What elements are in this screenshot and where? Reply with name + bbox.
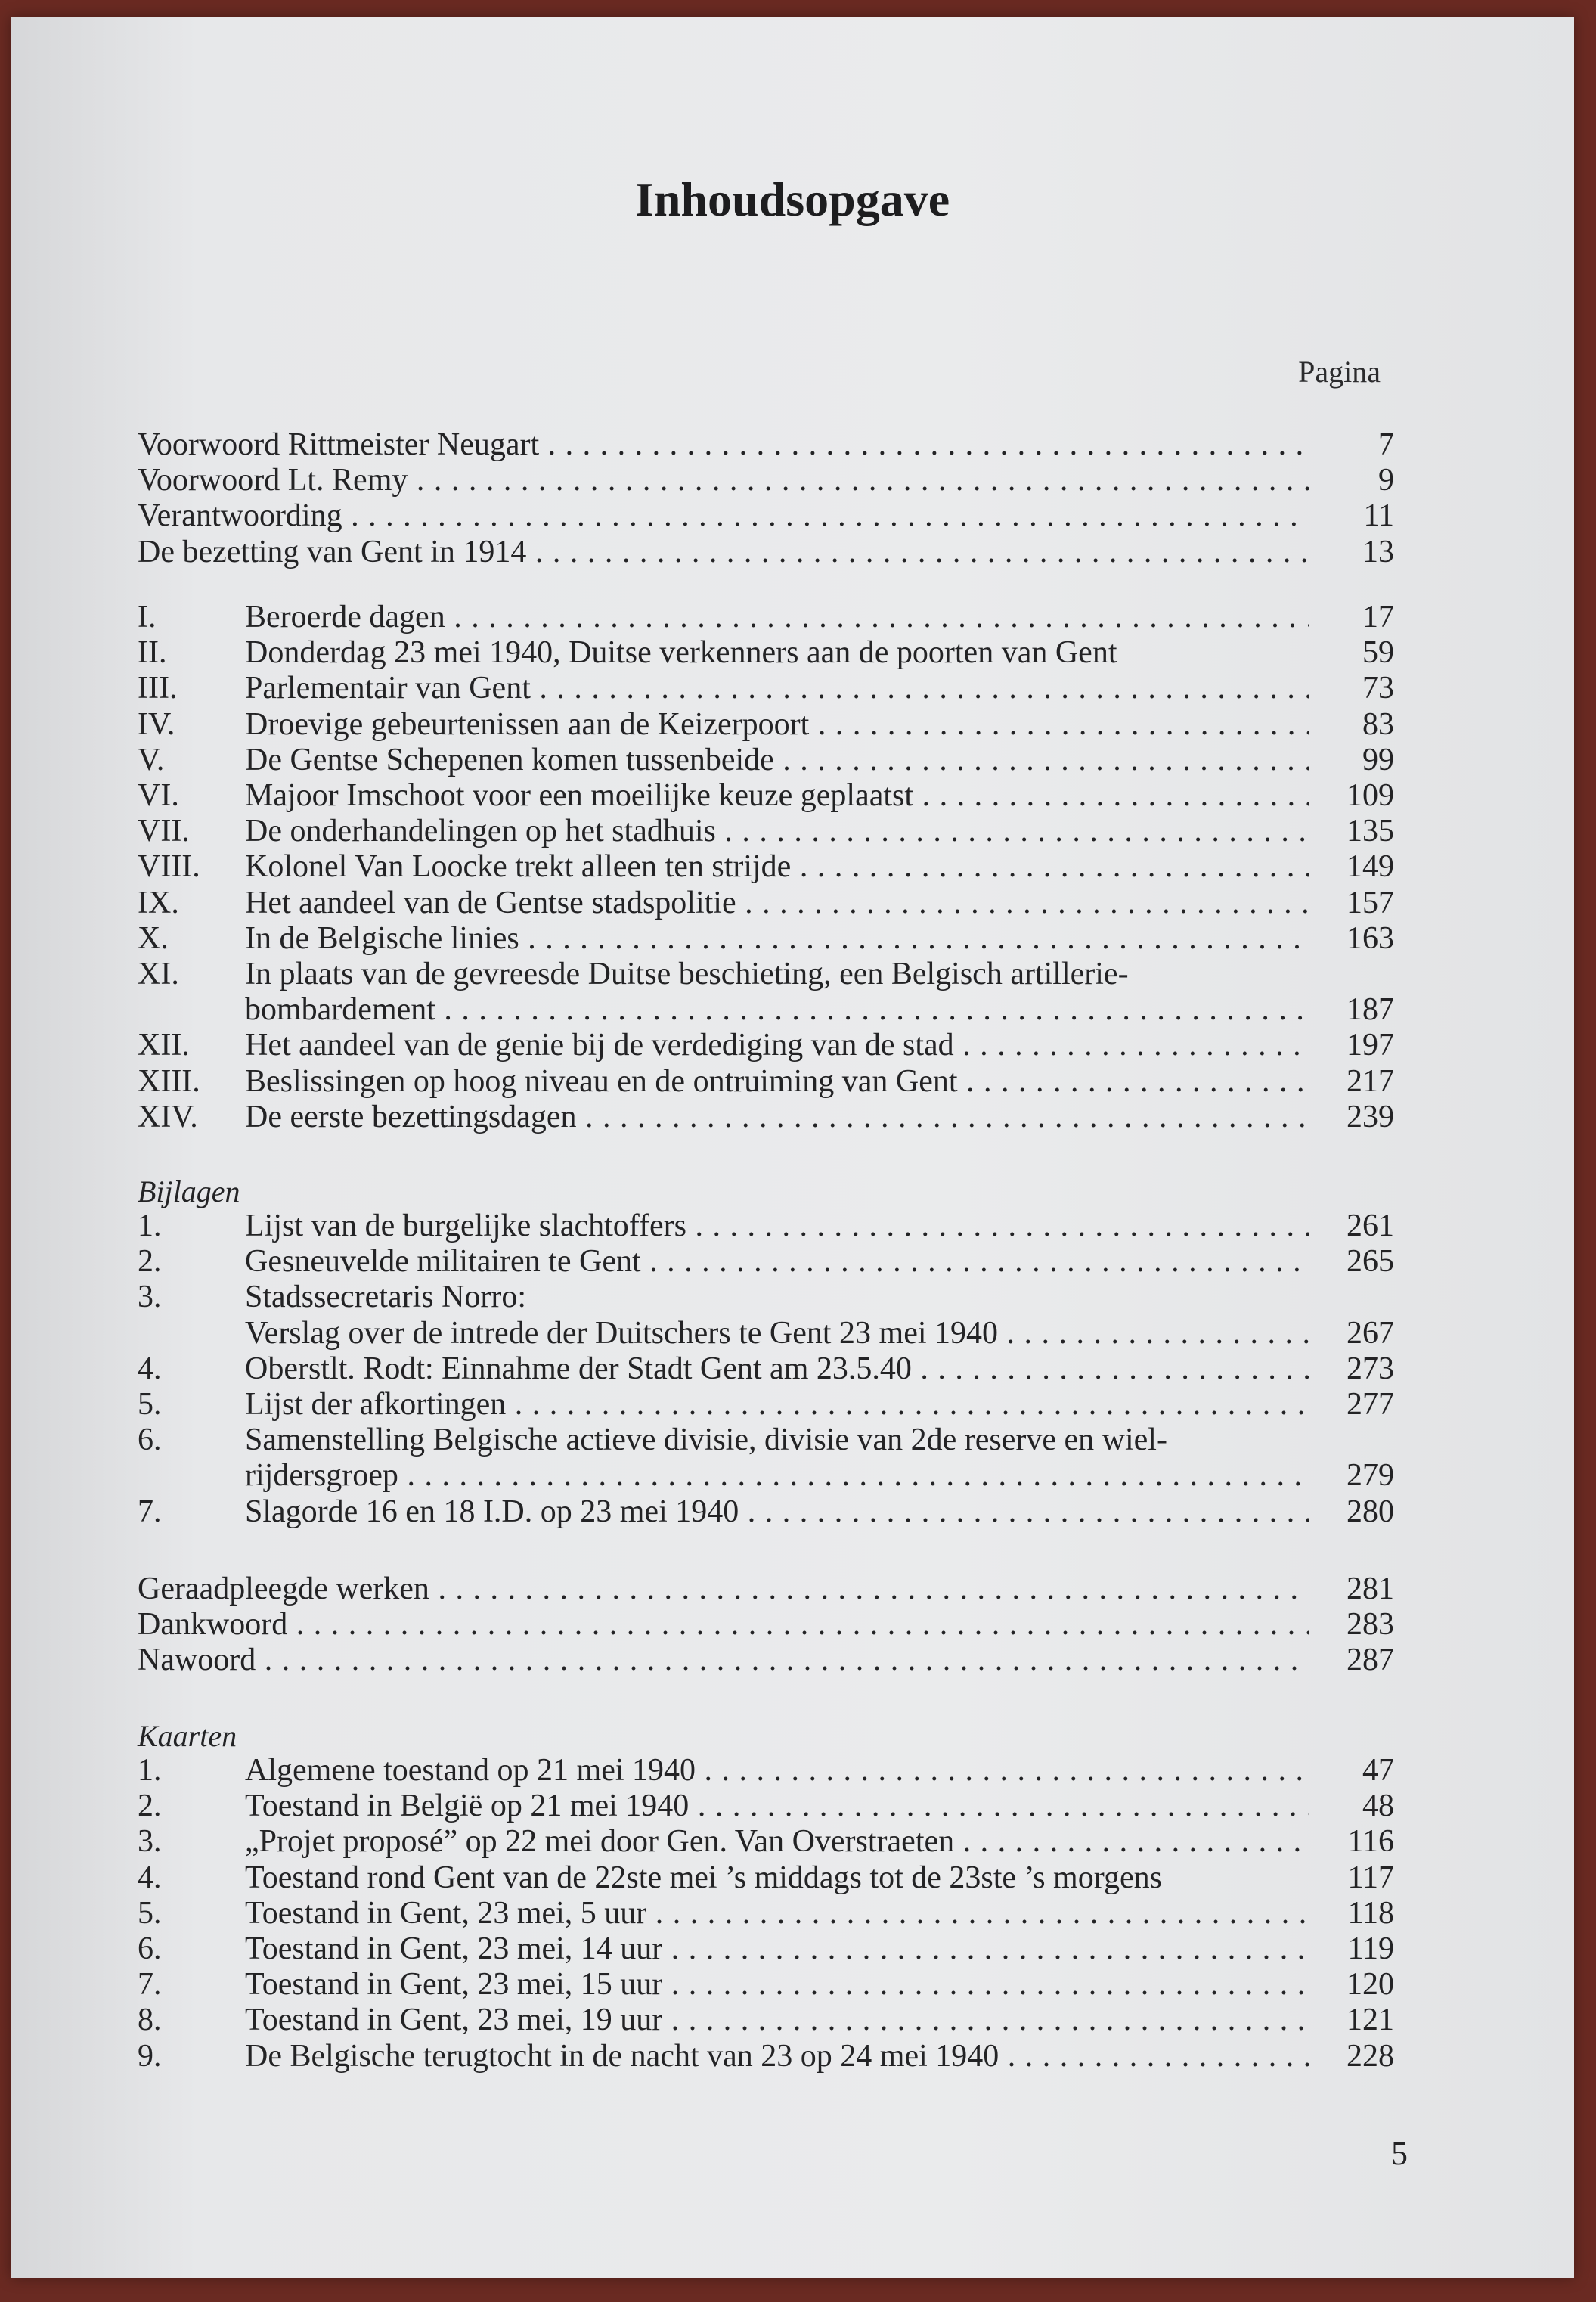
toc-entry xyxy=(11,1099,1574,1135)
toc-entry-number: 5. xyxy=(138,1387,162,1422)
toc-entry xyxy=(11,599,1574,635)
toc-entry-title: Stadssecretaris Norro: xyxy=(245,1280,527,1315)
toc-entry-page: 109 xyxy=(1347,778,1394,813)
toc-entry-number: 2. xyxy=(138,1789,162,1824)
toc-entry-title: Verantwoording . . . xyxy=(138,498,1309,534)
toc-entry-number: IV. xyxy=(138,706,175,742)
toc-entry-page: 267 xyxy=(1347,1315,1394,1351)
toc-entry xyxy=(11,462,1574,498)
toc-entry-title: Droevige gebeurtenissen aan de Keizerpoort . . . xyxy=(245,706,1309,743)
toc-entry-number: X. xyxy=(138,920,169,956)
toc-entry xyxy=(11,1386,1574,1422)
toc-entry xyxy=(11,1315,1574,1351)
toc-entry-number: 6. xyxy=(138,1931,162,1966)
toc-entry-title: Majoor Imschoot voor een moeilijke keuze geplaatst . . . xyxy=(245,777,1309,814)
toc-entry-title: Beroerde dagen . . . xyxy=(245,599,1309,635)
toc-entry-title: Voorwoord Rittmeister Neugart . . . xyxy=(138,427,1309,463)
toc-entry-title: In de Belgische linies . . . xyxy=(245,920,1309,957)
toc-entry-page: 197 xyxy=(1347,1028,1394,1063)
toc-entry-number: 3. xyxy=(138,1280,162,1315)
toc-entry-number: V. xyxy=(138,742,165,777)
toc-entry-number: 2. xyxy=(138,1244,162,1280)
toc-entry-title: Slagorde 16 en 18 I.D. op 23 mei 1940 . . . xyxy=(245,1494,1309,1530)
toc-entry-page: 7 xyxy=(1378,427,1394,462)
toc-entry xyxy=(11,534,1574,570)
toc-entry-page: 265 xyxy=(1347,1244,1394,1280)
toc-section-heading: Kaarten xyxy=(138,1719,237,1753)
toc-entry-page: 273 xyxy=(1347,1351,1394,1386)
toc-entry-number: 8. xyxy=(138,2003,162,2038)
toc-entry-title: Voorwoord Lt. Remy . . . xyxy=(138,462,1309,498)
toc-entry-title: Toestand in Gent, 23 mei, 5 uur . . . xyxy=(245,1895,1309,1931)
toc-entry-title: Verslag over de intrede der Duitschers te Gent 23 mei 1940 . . . xyxy=(245,1315,1309,1351)
toc-entry xyxy=(11,991,1574,1028)
toc-entry xyxy=(11,1422,1574,1458)
toc-entry-title: Donderdag 23 mei 1940, Duitse verkenners aan de poorten van Gent xyxy=(245,635,1117,671)
toc-entry-title: De bezetting van Gent in 1914 . . . xyxy=(138,534,1309,570)
toc-entry-number: 5. xyxy=(138,1895,162,1931)
toc-entry xyxy=(11,1027,1574,1063)
toc-entry xyxy=(11,956,1574,992)
toc-entry-number: 1. xyxy=(138,1753,162,1788)
toc-entry-page: 99 xyxy=(1362,742,1394,777)
toc-entry-title: Geraadpleegde werken . . . xyxy=(138,1571,1309,1607)
toc-entry-page: 261 xyxy=(1347,1208,1394,1243)
toc-entry-page: 217 xyxy=(1347,1063,1394,1099)
toc-entry-page: 118 xyxy=(1347,1895,1394,1931)
toc-entry-number: 1. xyxy=(138,1208,162,1243)
toc-entry-number: VIII. xyxy=(138,849,200,885)
toc-entry-title: Beslissingen op hoog niveau en de ontruiming van Gent . . . xyxy=(245,1063,1309,1100)
toc-entry-number: II. xyxy=(138,635,167,671)
toc-entry-title: Toestand in Gent, 23 mei, 15 uur . . . xyxy=(245,1966,1309,2003)
toc-entry-title: Toestand in Gent, 23 mei, 19 uur . . . xyxy=(245,2002,1309,2038)
toc-entry xyxy=(11,1895,1574,1931)
toc-entry xyxy=(11,2038,1574,2074)
toc-entry xyxy=(11,1860,1574,1896)
toc-entry-title: Lijst van de burgelijke slachtoffers . . . xyxy=(245,1208,1309,1244)
toc-entry-page: 9 xyxy=(1378,463,1394,498)
toc-entry xyxy=(11,849,1574,885)
toc-entry-page: 281 xyxy=(1347,1571,1394,1606)
toc-entry-title: Samenstelling Belgische actieve divisie, divisie van 2de reserve en wiel- xyxy=(245,1422,1167,1458)
toc-entry xyxy=(11,742,1574,778)
toc-entry xyxy=(11,920,1574,957)
pagina-label: Pagina xyxy=(1298,355,1381,389)
toc-entry-page: 119 xyxy=(1347,1931,1394,1966)
toc-entry-page: 277 xyxy=(1347,1387,1394,1422)
toc-entry-page: 228 xyxy=(1347,2038,1394,2074)
toc-entry xyxy=(11,1494,1574,1530)
toc-entry-title: bombardement . . . xyxy=(245,991,1309,1028)
toc-entry-title: De Belgische terugtocht in de nacht van 23 op 24 mei 1940 . . . xyxy=(245,2038,1309,2074)
toc-entry-title: De Gentse Schepenen komen tussenbeide . . . xyxy=(245,742,1309,778)
toc-entry-page: 13 xyxy=(1362,534,1394,569)
toc-entry-title: Toestand in Gent, 23 mei, 14 uur . . . xyxy=(245,1931,1309,1967)
toc-entry xyxy=(11,1063,1574,1100)
toc-entry-page: 239 xyxy=(1347,1099,1394,1134)
toc-entry-title: Dankwoord . . . xyxy=(138,1606,1309,1643)
toc-entry-page: 48 xyxy=(1362,1789,1394,1824)
toc-entry-number: XIV. xyxy=(138,1099,198,1134)
toc-entry-page: 135 xyxy=(1347,814,1394,849)
toc-entry-number: 6. xyxy=(138,1422,162,1458)
toc-entry xyxy=(11,1931,1574,1967)
toc-entry xyxy=(11,885,1574,921)
toc-entry-page: 59 xyxy=(1362,635,1394,671)
toc-entry-title: Gesneuvelde militairen te Gent . . . xyxy=(245,1243,1309,1280)
toc-entry xyxy=(11,813,1574,849)
toc-entry-title: Kolonel Van Loocke trekt alleen ten strijde . . . xyxy=(245,849,1309,885)
toc-entry-title: In plaats van de gevreesde Duitse beschieting, een Belgisch artillerie- xyxy=(245,957,1129,991)
toc-entry xyxy=(11,706,1574,743)
toc-entry xyxy=(11,1788,1574,1824)
toc-entry-page: 117 xyxy=(1347,1860,1394,1895)
toc-entry-number: 4. xyxy=(138,1860,162,1895)
toc-entry-page: 280 xyxy=(1347,1494,1394,1529)
toc-entry-number: XI. xyxy=(138,957,179,991)
toc-entry xyxy=(11,1571,1574,1607)
toc-entry-number: XII. xyxy=(138,1028,190,1063)
book-page xyxy=(11,17,1574,2278)
toc-entry-page: 83 xyxy=(1362,706,1394,742)
table-of-contents xyxy=(11,17,1574,2278)
toc-entry-number: 3. xyxy=(138,1824,162,1860)
toc-entry xyxy=(11,670,1574,706)
toc-entry-page: 283 xyxy=(1347,1607,1394,1643)
toc-entry-number: IX. xyxy=(138,885,179,920)
toc-entry-title: Nawoord . . . xyxy=(138,1642,1309,1678)
toc-entry-number: VII. xyxy=(138,814,190,849)
toc-section-heading: Bijlagen xyxy=(138,1174,240,1208)
toc-entry-number: 7. xyxy=(138,1494,162,1529)
toc-entry xyxy=(11,2002,1574,2038)
toc-entry-title: De onderhandelingen op het stadhuis . . . xyxy=(245,813,1309,849)
toc-entry xyxy=(11,777,1574,814)
toc-entry xyxy=(11,1457,1574,1494)
page-number: 5 xyxy=(1391,2135,1408,2172)
toc-entry-title: Het aandeel van de genie bij de verdediging van de stad . . . xyxy=(245,1027,1309,1063)
toc-entry xyxy=(11,1752,1574,1789)
toc-entry xyxy=(11,634,1574,671)
toc-entry-page: 279 xyxy=(1347,1458,1394,1494)
toc-entry-page: 116 xyxy=(1347,1824,1394,1860)
toc-entry-page: 149 xyxy=(1347,849,1394,885)
toc-entry xyxy=(11,1823,1574,1860)
toc-entry-title: Oberstlt. Rodt: Einnahme der Stadt Gent am 23.5.40 . . . xyxy=(245,1351,1309,1387)
toc-entry-title: Parlementair van Gent . . . xyxy=(245,670,1309,706)
toc-entry-title: Het aandeel van de Gentse stadspolitie . . . xyxy=(245,885,1309,921)
toc-entry-title: Toestand in België op 21 mei 1940 . . . xyxy=(245,1788,1309,1824)
toc-entry-title: rijdersgroep . . . xyxy=(245,1457,1309,1494)
toc-entry-title: „Projet proposé” op 22 mei door Gen. Van Overstraeten . . . xyxy=(245,1823,1309,1860)
toc-entry-page: 47 xyxy=(1362,1753,1394,1788)
toc-entry-page: 187 xyxy=(1347,992,1394,1028)
toc-entry xyxy=(11,1606,1574,1643)
toc-entry-title: Lijst der afkortingen . . . xyxy=(245,1386,1309,1422)
toc-entry-title: De eerste bezettingsdagen . . . xyxy=(245,1099,1309,1135)
toc-entry-title: Algemene toestand op 21 mei 1940 . . . xyxy=(245,1752,1309,1789)
toc-entry-page: 73 xyxy=(1362,671,1394,706)
toc-entry xyxy=(11,498,1574,534)
toc-entry-page: 17 xyxy=(1362,600,1394,634)
toc-entry-page: 121 xyxy=(1347,2003,1394,2038)
toc-entry xyxy=(11,1279,1574,1315)
toc-entry xyxy=(11,1243,1574,1280)
toc-entry xyxy=(11,427,1574,463)
toc-entry-page: 11 xyxy=(1363,498,1394,534)
toc-entry xyxy=(11,1208,1574,1244)
toc-entry-number: VI. xyxy=(138,778,179,813)
toc-entry-number: III. xyxy=(138,671,178,706)
toc-entry-page: 287 xyxy=(1347,1643,1394,1678)
toc-entry-title: Toestand rond Gent van de 22ste mei ’s middags tot de 23ste ’s morgens xyxy=(245,1860,1162,1895)
toc-entry-number: I. xyxy=(138,600,157,634)
page-title: Inhoudsopgave xyxy=(634,172,950,226)
toc-entry-number: 9. xyxy=(138,2038,162,2074)
toc-entry xyxy=(11,1351,1574,1387)
toc-entry xyxy=(11,1966,1574,2003)
toc-entry-page: 163 xyxy=(1347,920,1394,956)
toc-entry xyxy=(11,1642,1574,1678)
toc-entry-page: 157 xyxy=(1347,885,1394,920)
toc-entry-number: 4. xyxy=(138,1351,162,1386)
toc-entry-page: 120 xyxy=(1347,1967,1394,2003)
toc-entry-number: XIII. xyxy=(138,1063,200,1099)
toc-entry-number: 7. xyxy=(138,1967,162,2003)
